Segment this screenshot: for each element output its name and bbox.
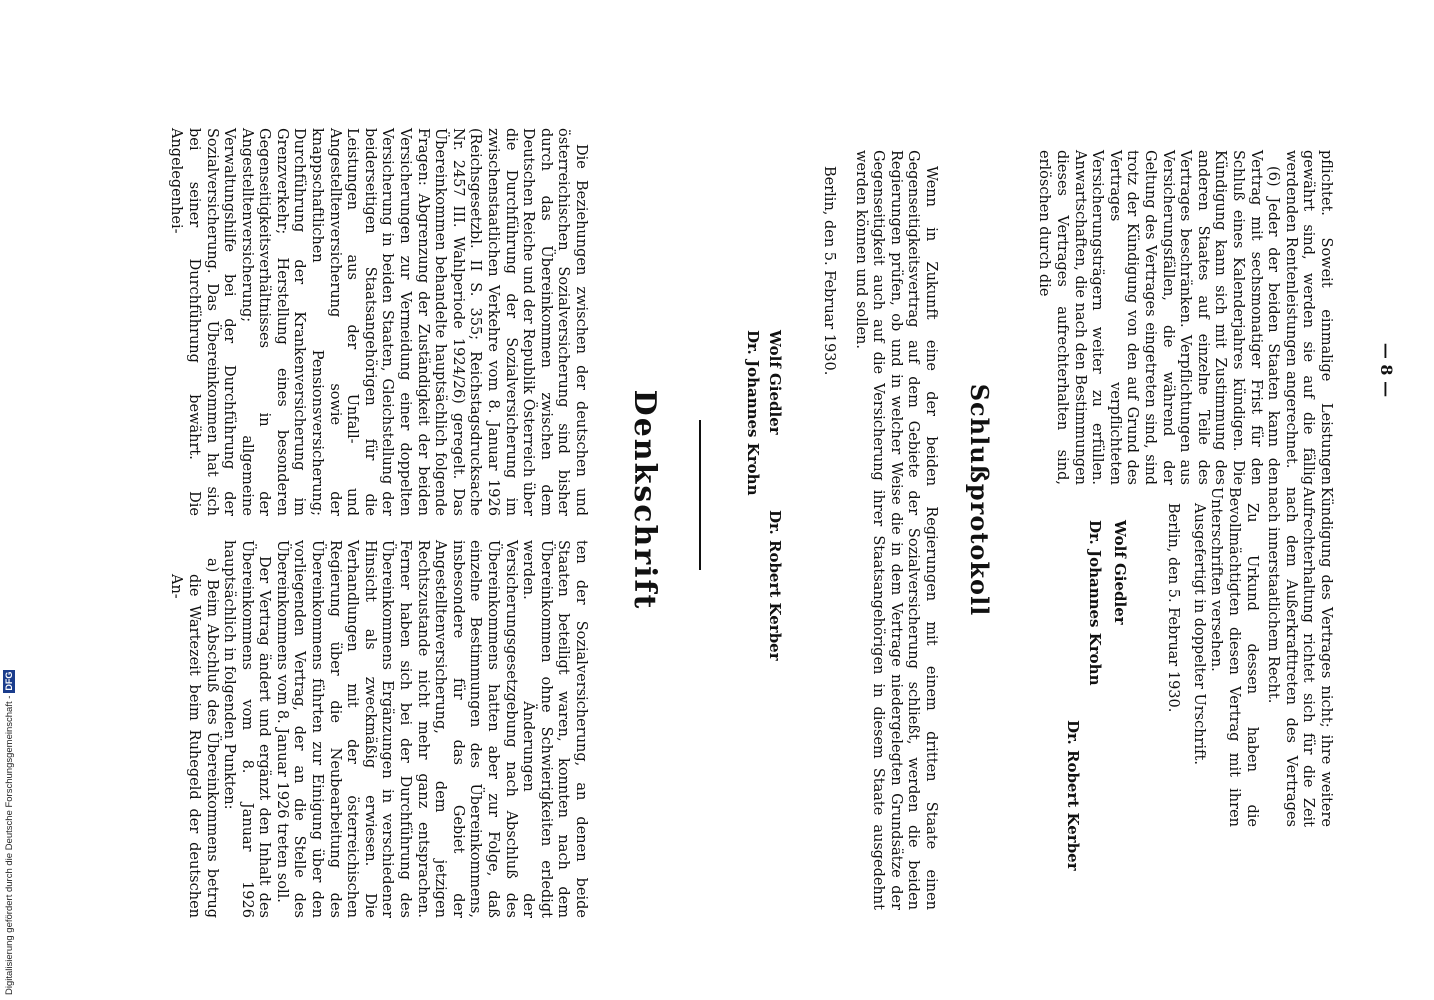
place-date: Berlin, den 5. Februar 1930. <box>1165 503 1182 713</box>
top-second-column <box>1164 487 1334 827</box>
paragraph: Kündigung des Vertrages nicht; ihre weitere Aufrechterhaltung richtet sich für die Zeit nach dem Außerkrafttreten des Vertrages nach innerstaatlichem Recht. <box>1265 487 1334 827</box>
digitization-footer <box>2 610 20 995</box>
signature-kerber: Dr. Robert Kerber <box>1064 720 1082 871</box>
paragraph: Ausgefertigt in doppelter Urschrift. <box>1190 503 1207 765</box>
paragraph: Wenn in Zukunft eine der beiden Regierungen mit einem dritten Staate einen Gegenseitigkeitsvertrag auf dem Gebiete der Sozialversicherung schließt, werden die beiden Regierungen prüfen, ob und in welcher Weise die in dem Vertrage niedergelegten Grundsätze der Gegenseitigkeit auch auf die Versicherung ihrer Staatsangehörigen in diesem Staate ausgedehnt werden können und sollen. <box>852 150 939 910</box>
place-date: Berlin, den 5. Februar 1930. <box>821 166 838 376</box>
dfg-logo: DFG <box>4 671 14 691</box>
page-number-header: — 8 — <box>1377 342 1396 398</box>
paragraph: Der Vertrag ändert und ergänzt den Inhalt des Übereinkommens vom 8. Januar 1926 hauptsächlich in folgenden Punkten: <box>221 540 273 918</box>
paragraph: Zu Urkund dessen haben die Bevollmächtigten diesen Vertrag mit ihren Unterschriften versehen. <box>1208 487 1260 827</box>
schlussprotokoll-heading: Schlußprotokoll <box>965 383 994 617</box>
paragraph: (6) Jeder der beiden Staaten kann den Vertrag mit sechsmonatiger Frist für den Schluß eines Kalenderjahres kündigen. Die Kündigung kann sich mit Zustimmung des anderen Staates auf einzelne Teile des Vertrages beschränken. Verpflichtungen aus Versicherungsfällen, die während der Geltung des Vertrages eingetreten sind, sind trotz der Kündigung von den auf Grund des Vertrages verpflichteten Versicherungsträgern weiter zu erfüllen. Anwartschaften, die nach den Bestimmungen dieses Vertrages aufrechterhalten sind, erlöschen durch die <box>1036 150 1282 485</box>
paragraph: ten der Sozialversicherung, an denen beide Staaten beteiligt waren, konnten nach dem Übereinkommen ohne Schwierigkeiten erledigt werden. Änderungen der Versicherungsgesetzgebung nach Abschluß des Übereinkommens hatten aber zur Folge, daß einzelne Bestimmungen des Übereinkommens, insbesondere für das Gebiet der Angestelltenversicherung, dem jetzigen Rechtszustande nicht mehr ganz entsprachen. Ferner haben sich bei der Durchführung des Übereinkommens Ergänzungen in verschiedener Hinsicht als zweckmäßig erwiesen. Die Verhandlungen mit der österreichischen Regierung über die Neubearbeitung des Übereinkommens führten zur Einigung über den vorliegenden Vertrag, der an die Stelle des Übereinkommens vom 8. Januar 1926 treten soll. <box>273 540 589 918</box>
signature-giedler: Wolf Giedler <box>1111 520 1129 625</box>
list-item: a) Beim Abschluß des Übereinkommens betrug die Wartezeit beim Ruhegeld der deutschen An- <box>168 558 220 918</box>
section-divider <box>699 420 701 570</box>
paragraph: Die Beziehungen zwischen der deutschen und österreichischen Sozialversicherung sind bisher durch das Übereinkommen zwischen dem Deutschen Reiche und der Republik Österreich über die Durchführung der Sozialversicherung im zwischenstaatlichen Verkehre vom 8. Januar 1926 (Reichsgesetzbl. II S. 355; Reichstagsdrucksache Nr. 2457 III. Wahlperiode 1924/26) geregelt. Das Übereinkommen behandelte hauptsächlich folgende Fragen: Abgrenzung der Zuständigkeit der beiden Versicherungen zur Vermeidung einer doppelten Versicherung in beiden Staaten, Gleichstellung der beiderseitigen Staatsangehörigen für die Leistungen aus der Unfall- und Angestelltenversicherung sowie der knappschaftlichen Pensionsversicherung; Durchführung der Krankenversicherung im Grenzverkehr; Herstellung eines besonderen Gegenseitigkeitsverhältnisses in der Angestelltenversicherung; allgemeine Verwaltungshilfe bei der Durchführung der Sozialversicherung. Das Übereinkommen hat sich bei seiner Durchführung bewährt. Die Angelegenhei- <box>168 128 589 516</box>
signature-krohn: Dr. Johannes Krohn <box>1086 520 1104 686</box>
denkschrift-heading: Denkschrift <box>627 389 662 611</box>
denkschrift-left-column <box>167 128 589 516</box>
schlussprotokoll-text <box>819 150 939 910</box>
denkschrift-right-column <box>167 540 589 918</box>
signature-giedler: Wolf Giedler <box>766 330 784 435</box>
paragraph: pflichtet. Soweit einmalige Leistungen gewährt sind, werden sie auf die fällig werdenden Rentenleistungen angerechnet. <box>1282 150 1334 485</box>
footer-text: Digitalisierung gefördert durch die Deutsche Forschungsgemeinschaft - <box>4 695 15 995</box>
signature-krohn: Dr. Johannes Krohn <box>744 330 762 496</box>
signature-kerber: Dr. Robert Kerber <box>766 510 784 661</box>
top-left-column <box>1035 150 1334 485</box>
